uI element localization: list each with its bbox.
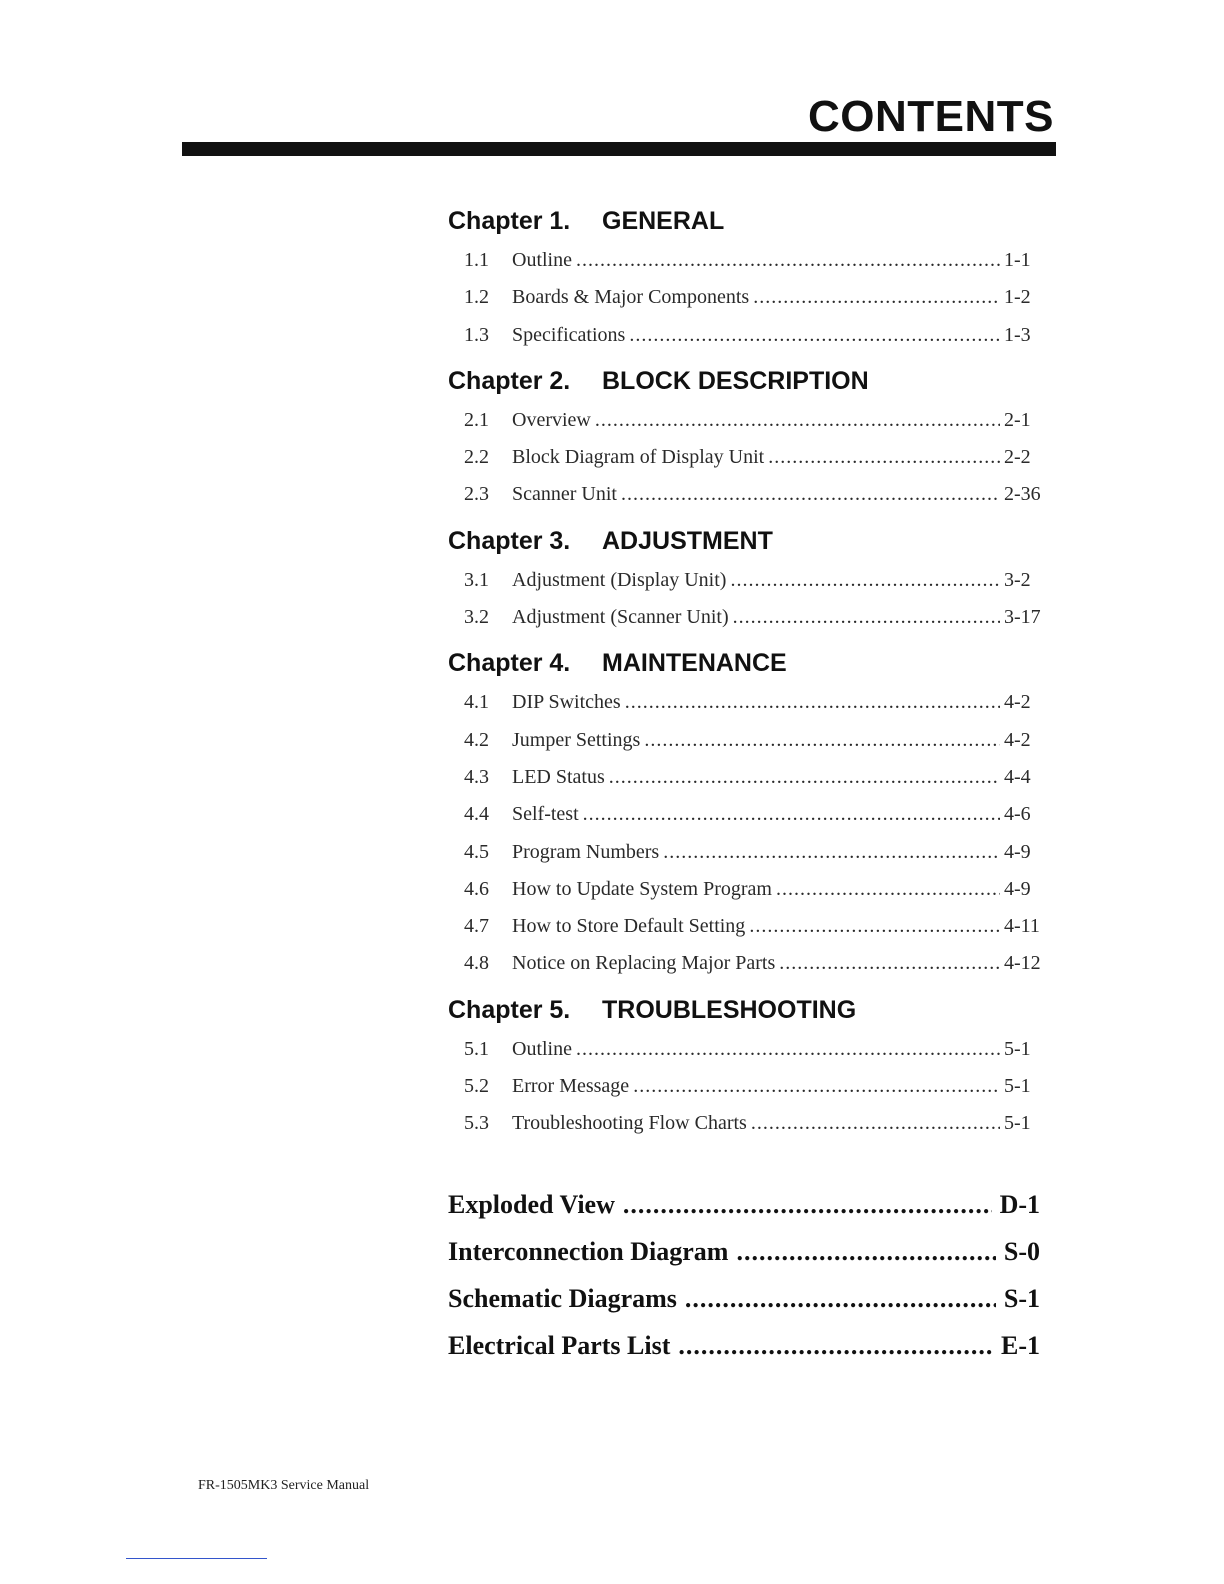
- chapter-number: Chapter 2.: [448, 366, 571, 395]
- entry-number: 4.8: [464, 952, 489, 975]
- chapter-4: [448, 642, 1046, 982]
- appendix-page: S-0: [1003, 1236, 1040, 1266]
- entry-page: 2-36: [1004, 483, 1041, 506]
- chapter-1: [448, 200, 1046, 354]
- toc-entry[interactable]: [448, 439, 1046, 476]
- dot-leader: [629, 317, 1000, 354]
- dot-leader: [751, 1105, 1000, 1142]
- entry-title: Overview: [512, 408, 591, 431]
- entry-title: Scanner Unit: [512, 483, 617, 506]
- entry-page: 5-1: [1004, 1037, 1031, 1060]
- appendix-entry[interactable]: [448, 1228, 1040, 1275]
- entry-number: 1.1: [464, 249, 489, 271]
- entry-title: Self-test: [512, 803, 579, 826]
- dot-leader: [685, 1275, 996, 1322]
- entry-number: 4.7: [464, 915, 489, 938]
- chapter-5: [448, 989, 1046, 1143]
- appendix-title: Interconnection Diagram: [448, 1236, 729, 1266]
- toc-entry[interactable]: [448, 945, 1046, 982]
- chapter-2: [448, 360, 1046, 514]
- toc-entry[interactable]: [448, 1068, 1046, 1105]
- toc-entry[interactable]: [448, 476, 1046, 513]
- chapter-title: MAINTENANCE: [602, 649, 787, 678]
- entry-title: Adjustment (Scanner Unit): [512, 606, 729, 629]
- appendix-title: Electrical Parts List: [448, 1330, 671, 1360]
- toc-entry[interactable]: [448, 1031, 1046, 1068]
- entry-title: Adjustment (Display Unit): [512, 568, 727, 591]
- entry-number: 4.5: [464, 840, 489, 863]
- entry-number: 1.2: [464, 286, 489, 309]
- entry-number: 4.2: [464, 728, 489, 751]
- chapter-heading[interactable]: [448, 989, 1046, 1031]
- appendix-title: Exploded View: [448, 1189, 615, 1219]
- entry-page: 4-2: [1004, 728, 1031, 751]
- toc-entry[interactable]: [448, 684, 1046, 721]
- chapter-heading[interactable]: [448, 200, 1046, 242]
- entry-page: 4-12: [1004, 952, 1041, 975]
- chapter-heading[interactable]: [448, 642, 1046, 684]
- dot-leader: [576, 1031, 1000, 1068]
- entry-page: 5-1: [1004, 1112, 1031, 1135]
- toc-entry[interactable]: [448, 871, 1046, 908]
- chapter-number: Chapter 3.: [448, 526, 571, 555]
- entry-number: 4.4: [464, 803, 489, 826]
- chapter-title: ADJUSTMENT: [602, 526, 773, 555]
- page-footer: FR-1505MK3 Service Manual: [198, 1478, 370, 1493]
- appendix-entry[interactable]: [448, 1181, 1040, 1228]
- entry-number: 3.1: [464, 568, 489, 591]
- appendix-title: Schematic Diagrams: [448, 1283, 677, 1313]
- entry-title: LED Status: [512, 765, 605, 788]
- entry-number: 2.3: [464, 483, 489, 506]
- entry-number: 2.2: [464, 446, 489, 469]
- dot-leader: [753, 279, 1000, 316]
- dot-leader: [768, 439, 1000, 476]
- dot-leader: [644, 722, 1000, 759]
- entry-title: Troubleshooting Flow Charts: [512, 1112, 747, 1135]
- entry-page: 1-2: [1004, 286, 1031, 309]
- entry-page: 4-6: [1004, 803, 1031, 826]
- dot-leader: [625, 684, 1000, 721]
- dot-leader: [776, 871, 1000, 908]
- entry-page: 1-3: [1004, 323, 1031, 346]
- entry-page: 4-9: [1004, 877, 1031, 900]
- chapter-number: Chapter 5.: [448, 995, 571, 1024]
- toc-entry[interactable]: [448, 834, 1046, 871]
- entry-page: 2-2: [1004, 446, 1031, 469]
- dot-leader: [621, 476, 1000, 513]
- entry-page: 5-1: [1004, 1075, 1031, 1098]
- entry-page: 3-2: [1004, 568, 1031, 591]
- table-of-contents: [448, 200, 1046, 1369]
- appendix-page: D-1: [999, 1189, 1040, 1219]
- appendix-list: [448, 1181, 1046, 1369]
- dot-leader: [736, 1228, 995, 1275]
- entry-page: 4-4: [1004, 765, 1031, 788]
- dot-leader: [583, 796, 1000, 833]
- entry-title: Error Message: [512, 1075, 630, 1098]
- entry-number: 5.1: [464, 1037, 489, 1060]
- entry-number: 3.2: [464, 606, 489, 629]
- entry-title: Outline: [512, 249, 572, 271]
- dot-leader: [733, 599, 1000, 636]
- entry-page: 4-9: [1004, 840, 1031, 863]
- chapter-title: GENERAL: [602, 207, 725, 235]
- entry-page: 1-1: [1004, 249, 1031, 271]
- chapter-title: BLOCK DESCRIPTION: [602, 366, 869, 395]
- entry-page: 4-2: [1004, 691, 1031, 714]
- entry-number: 5.2: [464, 1075, 489, 1098]
- dot-leader: [595, 402, 1000, 439]
- chapter-number: Chapter 1.: [448, 207, 571, 235]
- entry-title: Boards & Major Components: [512, 286, 750, 309]
- toc-entry[interactable]: [448, 242, 1046, 279]
- toc-entry[interactable]: [448, 279, 1046, 316]
- chapter-heading[interactable]: [448, 360, 1046, 402]
- entry-title: Notice on Replacing Major Parts: [512, 952, 776, 975]
- dot-leader: [749, 908, 1000, 945]
- toc-entry[interactable]: [448, 1105, 1046, 1142]
- entry-number: 4.3: [464, 765, 489, 788]
- entry-page: 4-11: [1004, 915, 1040, 938]
- dot-leader: [779, 945, 1000, 982]
- title-rule: [182, 142, 1056, 156]
- entry-page: 3-17: [1004, 606, 1041, 629]
- dot-leader: [576, 242, 1000, 279]
- chapter-title: TROUBLESHOOTING: [602, 995, 857, 1024]
- appendix-entry[interactable]: [448, 1275, 1040, 1322]
- dot-leader: [730, 562, 1000, 599]
- chapter-3: [448, 520, 1046, 637]
- toc-entry[interactable]: [448, 599, 1046, 636]
- toc-entry[interactable]: [448, 796, 1046, 833]
- entry-title: How to Update System Program: [512, 877, 772, 900]
- dot-leader: [663, 834, 1000, 871]
- entry-title: How to Store Default Setting: [512, 915, 746, 938]
- chapter-number: Chapter 4.: [448, 649, 571, 678]
- appendix-page: S-1: [1003, 1283, 1040, 1313]
- entry-number: 1.3: [464, 323, 489, 346]
- entry-number: 2.1: [464, 408, 489, 431]
- entry-number: 5.3: [464, 1112, 489, 1135]
- toc-entry[interactable]: [448, 402, 1046, 439]
- appendix-entry[interactable]: [448, 1322, 1040, 1369]
- toc-entry[interactable]: [448, 562, 1046, 599]
- dot-leader: [633, 1068, 1000, 1105]
- entry-title: Block Diagram of Display Unit: [512, 446, 765, 469]
- page-title: CONTENTS: [808, 92, 1054, 141]
- entry-number: 4.1: [464, 691, 489, 714]
- dot-leader: [609, 759, 1000, 796]
- entry-title: Specifications: [512, 323, 626, 346]
- bottom-divider: [126, 1558, 267, 1559]
- toc-entry[interactable]: [448, 759, 1046, 796]
- entry-number: 4.6: [464, 877, 489, 900]
- entry-title: Outline: [512, 1037, 572, 1060]
- toc-entry[interactable]: [448, 722, 1046, 759]
- chapter-heading[interactable]: [448, 520, 1046, 562]
- appendix-page: E-1: [1001, 1330, 1040, 1360]
- toc-entry[interactable]: [448, 317, 1046, 354]
- entry-title: Program Numbers: [512, 840, 660, 863]
- entry-title: DIP Switches: [512, 691, 621, 714]
- entry-page: 2-1: [1004, 408, 1031, 431]
- entry-title: Jumper Settings: [512, 728, 641, 751]
- toc-entry[interactable]: [448, 908, 1046, 945]
- dot-leader: [678, 1322, 993, 1369]
- dot-leader: [623, 1181, 992, 1228]
